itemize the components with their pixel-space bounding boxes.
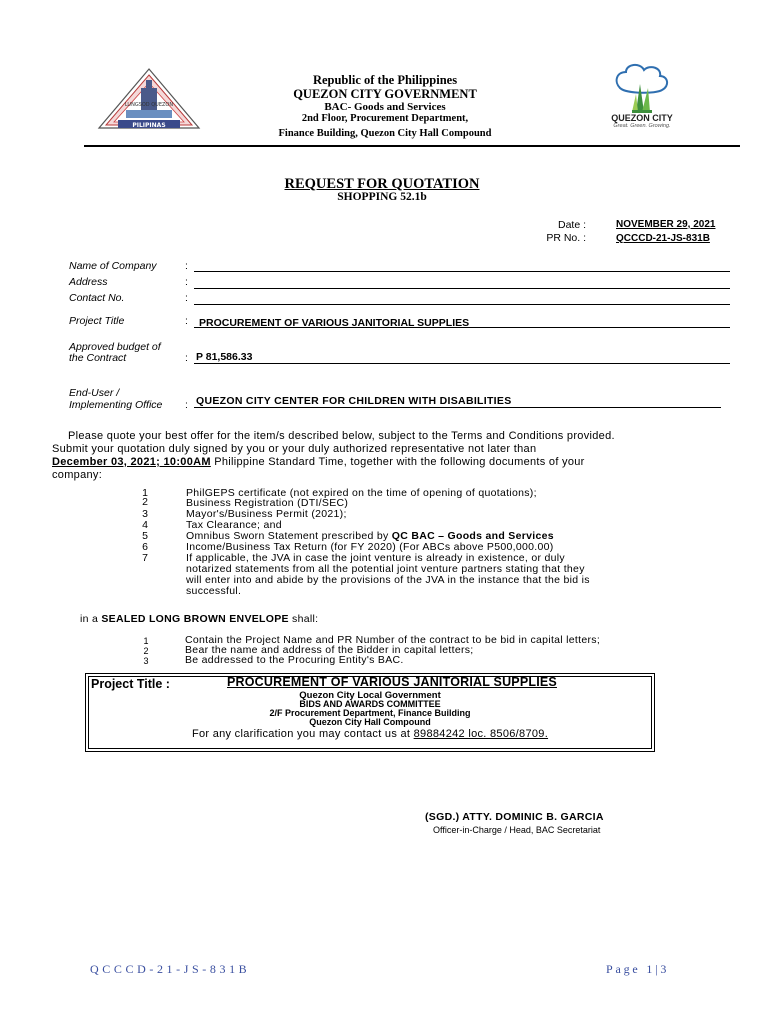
instruction-line1: Please quote your best offer for the item/s described below, subject to the Terms and Conditions provided. [68, 430, 615, 442]
header-government: QUEZON CITY GOVERNMENT [293, 87, 477, 101]
pr-label: PR No. : [546, 232, 586, 244]
brand-logo-tagline: Great. Green. Growing. [613, 123, 671, 129]
instruction-line3-rest: Philippine Standard Time, together with the following documents of your [210, 456, 585, 468]
date-label: Date : [557, 219, 586, 231]
doc-title: REQUEST FOR QUOTATION [284, 176, 480, 192]
date-value: NOVEMBER 29, 2021 [616, 219, 716, 230]
signatory-title: Officer-in-Charge / Head, BAC Secretariat [433, 825, 601, 835]
doc-item: PhilGEPS certificate (not expired on the time of opening of quotations); [186, 487, 537, 499]
contact-colon: : [185, 292, 188, 304]
company-label: Name of Company [69, 260, 157, 272]
instruction-line3 [52, 456, 585, 470]
doc-num: 3 [142, 508, 148, 520]
doc-num: 2 [142, 496, 148, 508]
box-contact-text: For any clarification you may contact us at [191, 728, 414, 740]
budget-label-line1: Approved budget of [69, 341, 161, 353]
pr-value: QCCCD-21-JS-831B [616, 233, 710, 244]
box-contact [85, 728, 655, 740]
deadline: December 03, 2021; 10:00AM [52, 456, 211, 468]
box-project-label: Project Title : [91, 677, 170, 691]
doc-item: If applicable, the JVA in case the joint venture is already in existence, or duly [186, 552, 565, 564]
doc-item: Mayor's/Business Permit (2021); [186, 508, 347, 520]
box-org-line1: Quezon City Local Government [299, 690, 441, 701]
instruction-line2: Submit your quotation duly signed by you or your duly authorized representative not later than [52, 443, 537, 455]
company-field[interactable] [194, 271, 730, 272]
header-bac: BAC- Goods and Services [324, 101, 446, 113]
doc-num: 4 [142, 519, 148, 531]
envelope-item: Contain the Project Name and PR Number of the contract to be bid in capital letters; [185, 634, 601, 646]
doc-num: 7 [142, 552, 148, 564]
seal-top-text: LUNGSOD QUEZON [124, 102, 174, 108]
envelope-num: 3 [143, 656, 149, 666]
doc-num: 6 [142, 541, 148, 553]
envelope-num: 1 [143, 636, 149, 646]
address-field[interactable] [194, 288, 730, 289]
envelope-num: 2 [143, 646, 149, 656]
budget-underline [194, 363, 730, 364]
box-contact-number: 89884242 loc. 8506/8709. [413, 728, 549, 740]
budget-value: P 81,586.33 [196, 351, 253, 363]
address-label: Address [69, 276, 108, 288]
header-divider [84, 145, 740, 147]
brand-logo-name: QUEZON CITY [611, 113, 673, 123]
box-org-line3: 2/F Procurement Department, Finance Building [269, 708, 471, 718]
doc-item-bold: QC BAC – Goods and Services [391, 530, 554, 542]
envelope-intro-c: shall: [288, 613, 319, 625]
doc-item-text: Omnibus Sworn Statement prescribed by [186, 530, 392, 542]
footer-page-number: Page 1|3 [606, 962, 670, 976]
doc-num: 1 [142, 487, 148, 499]
enduser-label-line2: Implementing Office [69, 399, 163, 411]
enduser-label-line1: End-User / [69, 387, 120, 399]
doc-item-cont: notarized statements from all the potential joint venture partners stating that they [186, 563, 585, 575]
envelope-intro-a: in a [80, 613, 102, 625]
contact-field[interactable] [194, 304, 730, 305]
signatory-name: (SGD.) ATTY. DOMINIC B. GARCIA [425, 811, 604, 823]
project-label: Project Title [69, 315, 125, 327]
doc-item-cont: successful. [186, 585, 242, 597]
contact-label: Contact No. [69, 292, 125, 304]
enduser-underline [194, 407, 721, 408]
header-floor: 2nd Floor, Procurement Department, [301, 113, 469, 124]
instruction-line4: company: [52, 469, 103, 481]
company-colon: : [185, 260, 188, 272]
project-value: PROCUREMENT OF VARIOUS JANITORIAL SUPPLIES [199, 317, 470, 329]
doc-item: Income/Business Tax Return (for FY 2020) (For ABCs above P500,000.00) [186, 541, 554, 553]
seal-bottom-text: PILIPINAS [132, 122, 166, 129]
header-republic: Republic of the Philippines [312, 73, 458, 87]
footer-reference: QCCCD-21-JS-831B [90, 962, 251, 976]
envelope-intro [80, 614, 318, 625]
project-underline [194, 327, 730, 328]
envelope-intro-b: SEALED LONG BROWN ENVELOPE [101, 613, 289, 625]
doc-subtitle: SHOPPING 52.1b [337, 191, 427, 203]
budget-colon: : [185, 352, 188, 364]
box-project-value: PROCUREMENT OF VARIOUS JANITORIAL SUPPLIES [227, 675, 557, 689]
doc-item-cont: will enter into and abide by the provisions of the JVA in the instance that the bid is [186, 574, 590, 586]
header-address: Finance Building, Quezon City Hall Compound [278, 128, 492, 139]
project-colon: : [185, 315, 188, 327]
box-org-line2: BIDS AND AWARDS COMMITTEE [299, 699, 441, 709]
box-org-line4: Quezon City Hall Compound [309, 717, 431, 727]
doc-num: 5 [142, 530, 148, 542]
budget-label-line2: the Contract [69, 352, 127, 364]
doc-item: Tax Clearance; and [186, 519, 282, 531]
envelope-item: Be addressed to the Procuring Entity's BAC. [185, 654, 404, 666]
envelope-item: Bear the name and address of the Bidder in capital letters; [185, 644, 474, 656]
enduser-value: QUEZON CITY CENTER FOR CHILDREN WITH DISABILITIES [196, 395, 512, 407]
enduser-colon: : [185, 399, 188, 411]
address-colon: : [185, 276, 188, 288]
doc-item: Business Registration (DTI/SEC) [186, 497, 349, 509]
